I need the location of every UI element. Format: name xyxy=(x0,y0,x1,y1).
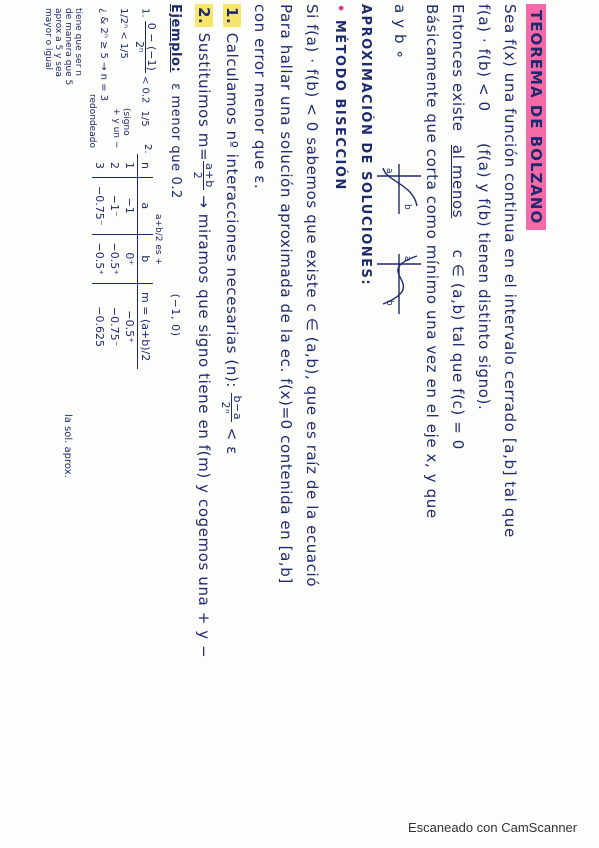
bisection-paragraph-3: con error menor que ε. xyxy=(251,4,269,190)
graph2-b-label: b xyxy=(384,300,394,306)
bisection-step-2: 2. Sustituimos m= a+b 2 → miramos que signo tiene en f(m) y cogemos una + y − xyxy=(192,4,215,658)
sign-header-note: a+b/2 es + xyxy=(153,214,163,266)
example-step-2: 2. xyxy=(142,144,153,154)
bisection-table xyxy=(92,154,153,369)
table-header-n: n xyxy=(138,154,154,178)
midpoint-fraction: a+b 2 xyxy=(191,163,216,188)
product-condition: f(a) · f(b) < 0 xyxy=(475,4,493,112)
bullet-icon: • xyxy=(332,4,347,14)
sign-note: (f(a) y f(b) tienen distinto signo). xyxy=(475,143,493,411)
rounded-note: redondeado xyxy=(87,94,97,148)
example-step-1: 1. 0 − (−1) 2ⁿ < 0.2 1/5 xyxy=(133,8,158,127)
graph2-a-label: a xyxy=(402,256,412,262)
note-line-4: mayor o igual xyxy=(43,8,53,70)
n-derivation-1: 1/2ⁿ < 1/5 xyxy=(118,8,129,59)
n-derivation-2: ¿ & 2ⁿ ≥ 5 → n = 3 xyxy=(98,8,109,102)
table-header-m: m = (a+b)/2 xyxy=(138,284,154,370)
final-solution-note: la sol. aprox. xyxy=(62,414,73,478)
graph1-b-label: b xyxy=(402,204,412,210)
definition-line-4: Básicamente que corta como mínimo una vez en el eje x, y que xyxy=(423,4,441,519)
signs-note-2: + y un − xyxy=(111,108,121,149)
definition-line-2 xyxy=(475,4,493,410)
definition-line-3: Entonces existe al menos c ∈ (a,b) tal que f(c) = 0 xyxy=(449,4,467,450)
approximation-heading: APROXIMACIÓN DE SOLUCIONES: xyxy=(358,4,373,287)
table-header-row xyxy=(138,154,154,369)
bolzano-graph-sketches xyxy=(371,154,427,324)
table-row: 1 −1 0⁺ −0.5⁺ xyxy=(122,154,138,369)
bisection-step-1: 1. Calculamos nº interacciones necesarias (n): b−a 2ⁿ < ε xyxy=(220,4,243,455)
bisection-heading: • MÉTODO BISECCIÓN xyxy=(332,4,347,191)
table-header-a: a xyxy=(138,178,154,235)
note-line-3: aprox a 5 y sea xyxy=(53,8,63,78)
definition-line-1: Sea f(x) una función continua en el intervalo cerrado [a,b] tal que xyxy=(501,4,519,538)
note-line-1: tiene que ser n xyxy=(73,8,83,76)
graph1-curve xyxy=(383,168,417,206)
rotated-notes xyxy=(9,4,549,804)
definition-line-5: a y b ∘ xyxy=(391,4,409,60)
signs-note-1: (signo xyxy=(121,108,131,136)
table-header-b: b xyxy=(138,234,154,284)
table-row: 2 −1⁻ −0.5⁺ −0.75⁻ xyxy=(107,154,122,369)
note-line-2: de manera que 5 xyxy=(63,8,73,86)
graph2-curve xyxy=(383,256,417,304)
graph1-a-label: a xyxy=(384,168,394,174)
at-least-underlined: al menos xyxy=(449,144,467,219)
table-row: 3 −0.75⁻ −0.5⁺ −0.625 xyxy=(92,154,107,369)
bisection-paragraph-1: Si f(a) · f(b) < 0 sabemos que existe c ∈ (a,b), que es raíz de la ecuació xyxy=(303,4,321,588)
example-heading: Ejemplo: ε menor que 0.2 (−1, 0) xyxy=(168,4,183,337)
camscanner-watermark: Escaneado con CamScanner xyxy=(408,820,578,835)
bisection-paragraph-2: Para hallar una solución aproximada de la ec. f(x)=0 contenida en [a,b] xyxy=(277,4,295,584)
page-title: TEOREMA DE BOLZANO xyxy=(527,4,545,230)
iterations-fraction: b−a 2ⁿ xyxy=(219,395,244,421)
